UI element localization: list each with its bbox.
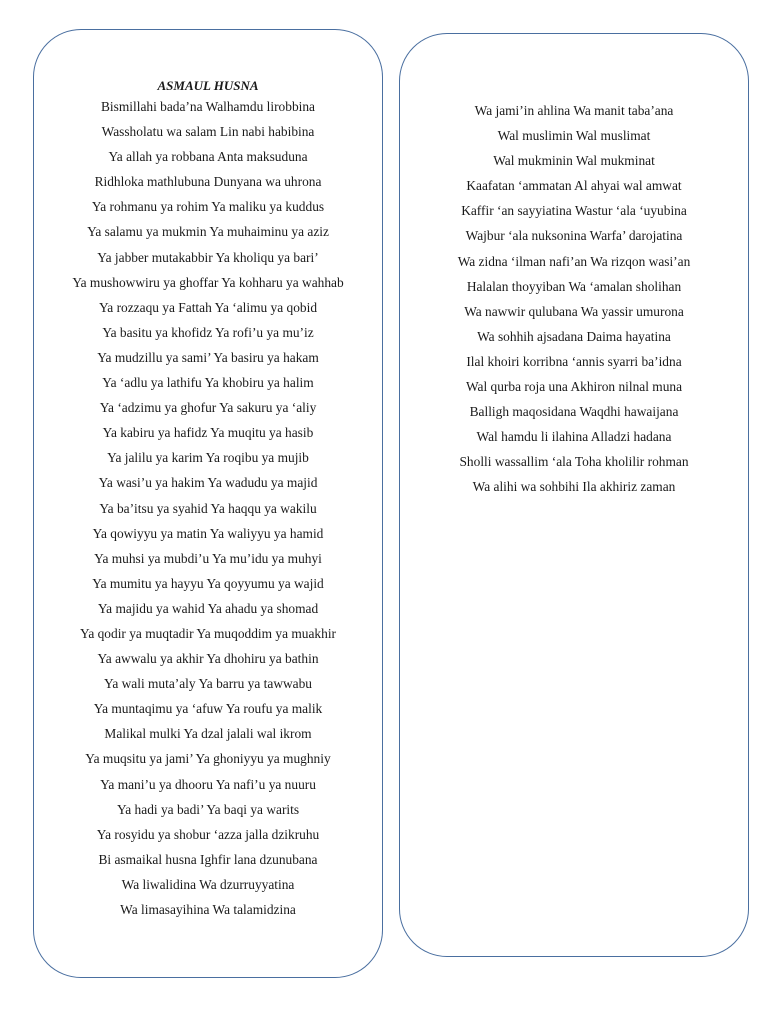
verse-line: Ya wali muta’aly Ya barru ya tawwabu bbox=[103, 676, 312, 692]
verse-line: Ya qowiyyu ya matin Ya waliyyu ya hamid bbox=[92, 525, 324, 541]
verse-line: Ilal khoiri korribna ‘annis syarri ba’idna bbox=[466, 353, 682, 369]
verse-line: Ya muhsi ya mubdi’u Ya mu’idu ya muhyi bbox=[94, 550, 322, 566]
verse-line: Wal mukminin Wal mukminat bbox=[493, 153, 655, 169]
verse-line: Bismillahi bada’na Walhamdu lirobbina bbox=[101, 99, 315, 114]
verse-line: Ya basitu ya khofidz Ya rofi’u ya mu’iz bbox=[102, 324, 314, 340]
verse-line: Ya rohmanu ya rohim Ya maliku ya kuddus bbox=[91, 199, 325, 215]
verse-line: Wajbur ‘ala nuksonina Warfa’ darojatina bbox=[465, 228, 683, 244]
verse-line: Ya hadi ya badi’ Ya baqi ya warits bbox=[116, 801, 300, 817]
verse-line: Ya qodir ya muqtadir Ya muqoddim ya muakhir bbox=[79, 625, 337, 641]
verse-line: Ya mani’u ya dhooru Ya nafi’u ya nuuru bbox=[100, 776, 316, 792]
verse-line: Ya rosyidu ya shobur ‘azza jalla dzikruhu bbox=[96, 826, 320, 842]
verse-line: Ya mumitu ya hayyu Ya qoyyumu ya wajid bbox=[92, 575, 324, 591]
verse-line: Ya ‘adzimu ya ghofur Ya sakuru ya ‘aliy bbox=[99, 400, 317, 416]
verse-line: Wal muslimin Wal muslimat bbox=[497, 128, 651, 144]
verse-line: Kaffir ‘an sayyiatina Wastur ‘ala ‘uyubina bbox=[461, 203, 687, 219]
verse-line: Wal hamdu li ilahina Alladzi hadana bbox=[476, 429, 672, 445]
verse-line: Malikal mulki Ya dzal jalali wal ikrom bbox=[104, 726, 312, 742]
right-verse-list bbox=[400, 98, 748, 500]
right-text-panel bbox=[399, 33, 749, 957]
verse-line: Ya muntaqimu ya ‘afuw Ya roufu ya malik bbox=[93, 701, 323, 717]
verse-line: Ya wasi’u ya hakim Ya wadudu ya majid bbox=[98, 475, 318, 491]
verse-line: Sholli wassallim ‘ala Toha kholilir rohman bbox=[459, 454, 689, 470]
verse-line: Ya salamu ya mukmin Ya muhaiminu ya aziz bbox=[87, 224, 329, 240]
left-verse-list bbox=[34, 94, 382, 922]
verse-line: Ya mushowwiru ya ghoffar Ya kohharu ya wahhab bbox=[72, 274, 344, 290]
verse-line: Wa nawwir qulubana Wa yassir umurona bbox=[464, 303, 684, 319]
verse-line: Ya jabber mutakabbir Ya kholiqu ya bari’ bbox=[97, 249, 319, 265]
verse-line: Balligh maqosidana Waqdhi hawaijana bbox=[469, 404, 679, 420]
verse-line: Ya majidu ya wahid Ya ahadu ya shomad bbox=[97, 600, 319, 616]
verse-line: Ya muqsitu ya jami’ Ya ghoniyyu ya mughniy bbox=[85, 751, 331, 767]
verse-line: Wa zidna ‘ilman nafi’an Wa rizqon wasi’an bbox=[457, 253, 691, 269]
verse-line: Ya ba’itsu ya syahid Ya haqqu ya wakilu bbox=[99, 500, 317, 516]
verse-line: Ya mudzillu ya sami’ Ya basiru ya hakam bbox=[97, 349, 319, 365]
verse-line: Kaafatan ‘ammatan Al ahyai wal amwat bbox=[466, 178, 682, 194]
verse-line: Wa liwalidina Wa dzurruyyatina bbox=[121, 876, 295, 892]
verse-line: Ya ‘adlu ya lathifu Ya khobiru ya halim bbox=[102, 375, 314, 391]
verse-line: Ya rozzaqu ya Fattah Ya ‘alimu ya qobid bbox=[98, 299, 318, 315]
verse-line: Wa sohhih ajsadana Daima hayatina bbox=[477, 328, 671, 344]
verse-line: Bi asmaikal husna Ighfir lana dzunubana bbox=[98, 851, 318, 867]
verse-line: Wa limasayihina Wa talamidzina bbox=[120, 902, 296, 917]
verse-line: Wa alihi wa sohbihi Ila akhiriz zaman bbox=[472, 479, 676, 495]
verse-line: Ya jalilu ya karim Ya roqibu ya mujib bbox=[107, 450, 309, 466]
left-text-panel bbox=[33, 29, 383, 978]
verse-line: Wa jami’in ahlina Wa manit taba’ana bbox=[474, 103, 674, 118]
verse-line: Ya kabiru ya hafidz Ya muqitu ya hasib bbox=[102, 425, 314, 441]
verse-line: Wal qurba roja una Akhiron nilnal muna bbox=[465, 379, 683, 395]
verse-line: Wassholatu wa salam Lin nabi habibina bbox=[101, 124, 315, 140]
verse-line: Ridhloka mathlubuna Dunyana wa uhrona bbox=[94, 174, 322, 190]
verse-line: Ya awwalu ya akhir Ya dhohiru ya bathin bbox=[97, 651, 319, 667]
document-title: ASMAUL HUSNA bbox=[157, 78, 259, 93]
verse-line: Ya allah ya robbana Anta maksuduna bbox=[108, 149, 308, 165]
verse-line: Halalan thoyyiban Wa ‘amalan sholihan bbox=[466, 278, 682, 294]
